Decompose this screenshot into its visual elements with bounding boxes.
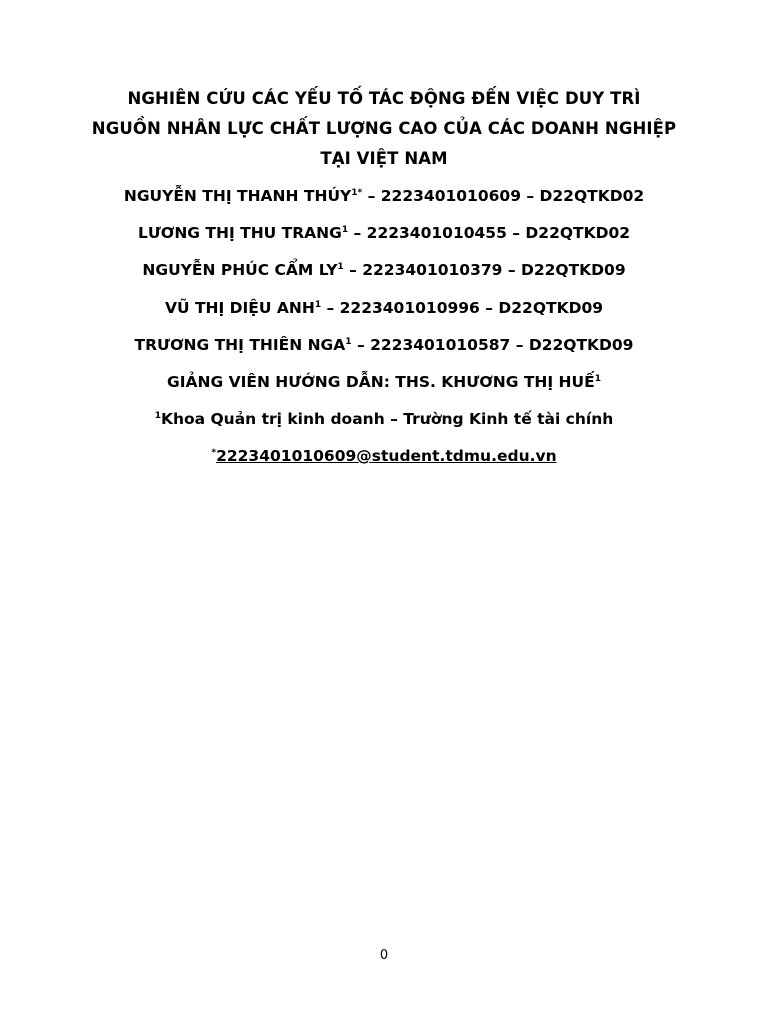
author-name: LƯƠNG THỊ THU TRANG — [137, 224, 342, 242]
affiliation-text: Khoa Quản trị kinh doanh – Trường Kinh tế tài chính — [160, 410, 614, 428]
author-superscript: 1 — [337, 262, 344, 272]
paper-title: NGHIÊN CỨU CÁC YẾU TỐ TÁC ĐỘNG ĐẾN VIỆC DUY TRÌ NGUỒN NHÂN LỰC CHẤT LƯỢNG CAO CỦA CÁC DOANH NGHIỆP TẠI VIỆT NAM — [91, 89, 677, 168]
author-name: NGUYỄN PHÚC CẨM LY — [142, 261, 338, 279]
contact-superscript: * — [211, 448, 217, 458]
author-superscript: 1 — [345, 337, 352, 347]
page-number: 0 — [379, 948, 389, 963]
author-line-2 — [40, 223, 728, 243]
author-details: – 2223401010379 – D22QTKD09 — [343, 261, 626, 279]
author-details: – 2223401010609 – D22QTKD02 — [362, 187, 645, 205]
author-superscript: 1 — [341, 225, 349, 235]
author-details: – 2223401010587 – D22QTKD09 — [351, 336, 634, 354]
author-superscript: 1* — [351, 188, 363, 198]
author-line-4 — [40, 298, 728, 318]
author-name: TRƯƠNG THỊ THIÊN NGA — [134, 336, 346, 354]
advisor-text: GIẢNG VIÊN HƯỚNG DẪN: THS. KHƯƠNG THỊ HUẾ — [167, 373, 595, 391]
author-name: VŨ THỊ DIỆU ANH — [164, 299, 315, 317]
author-details: – 2223401010996 – D22QTKD09 — [321, 299, 604, 317]
author-name: NGUYỄN THỊ THANH THÚY — [123, 187, 352, 205]
author-line-1 — [40, 186, 728, 206]
author-superscript: 1 — [314, 300, 322, 310]
author-details: – 2223401010455 – D22QTKD02 — [348, 224, 631, 242]
advisor-line — [40, 372, 728, 392]
contact-email-link[interactable]: 2223401010609@student.tdmu.edu.vn — [216, 447, 557, 465]
advisor-superscript: 1 — [594, 374, 601, 384]
contact-line — [40, 446, 728, 466]
affiliation-superscript: 1 — [154, 411, 161, 421]
author-line-5 — [40, 335, 728, 355]
author-line-3 — [40, 260, 728, 280]
affiliation-line — [40, 409, 728, 429]
